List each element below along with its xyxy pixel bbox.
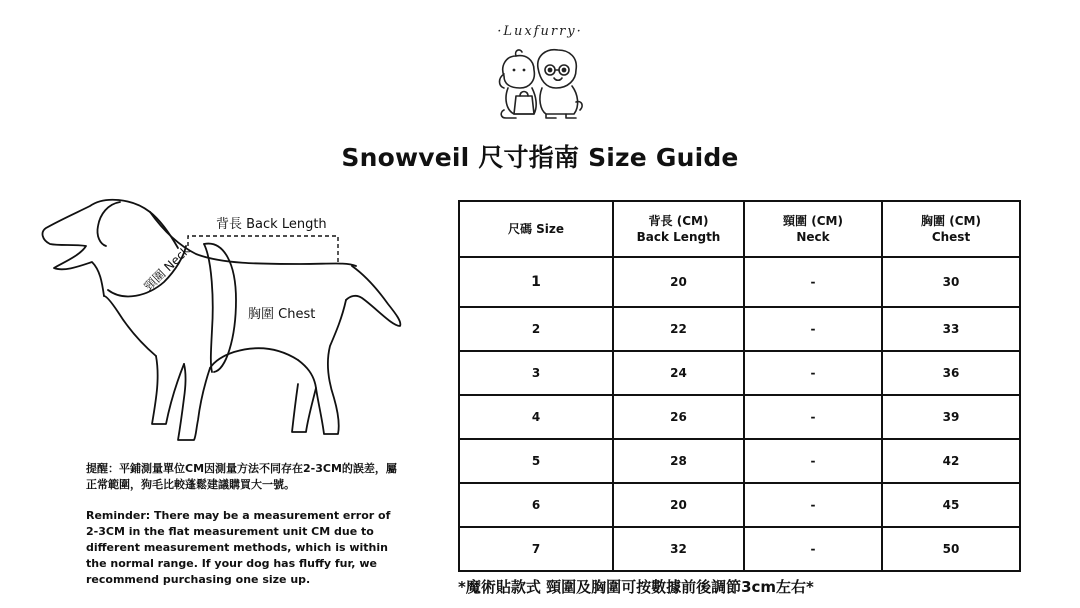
page-title: Snowveil 尺寸指南 Size Guide bbox=[341, 143, 739, 172]
chest-cell: 33 bbox=[882, 307, 1020, 351]
neck-cell: - bbox=[744, 439, 882, 483]
table-header-row bbox=[459, 201, 1020, 257]
chest-cell: 42 bbox=[882, 439, 1020, 483]
header-size bbox=[459, 201, 613, 257]
back-length-label: 背長 Back Length bbox=[216, 217, 327, 232]
table-row bbox=[459, 307, 1020, 351]
size-cell: 1 bbox=[459, 257, 613, 307]
header-neck-zh: 頸圍 (CM) bbox=[783, 214, 843, 228]
back-length-cell: 22 bbox=[613, 307, 744, 351]
header-size-label: 尺碼 Size bbox=[507, 222, 565, 236]
neck-cell: - bbox=[744, 351, 882, 395]
size-cell: 6 bbox=[459, 483, 613, 527]
back-length-cell: 20 bbox=[613, 257, 744, 307]
brand-logo bbox=[488, 24, 592, 120]
neck-cell: - bbox=[744, 483, 882, 527]
back-length-cell: 32 bbox=[613, 527, 744, 571]
table-row bbox=[459, 351, 1020, 395]
neck-cell: - bbox=[744, 395, 882, 439]
chest-label: 胸圍 Chest bbox=[248, 307, 316, 322]
back-length-cell: 24 bbox=[613, 351, 744, 395]
back-length-cell: 20 bbox=[613, 483, 744, 527]
back-length-cell: 28 bbox=[613, 439, 744, 483]
table-row bbox=[459, 483, 1020, 527]
chest-cell: 36 bbox=[882, 351, 1020, 395]
table-row bbox=[459, 395, 1020, 439]
header-back-length-en: Back Length bbox=[636, 230, 721, 244]
header-chest-zh: 胸圍 (CM) bbox=[921, 214, 981, 228]
size-cell: 2 bbox=[459, 307, 613, 351]
neck-cell: - bbox=[744, 307, 882, 351]
header-chest bbox=[882, 201, 1020, 257]
table-row bbox=[459, 257, 1020, 307]
table-row bbox=[459, 439, 1020, 483]
chest-cell: 30 bbox=[882, 257, 1020, 307]
size-cell: 3 bbox=[459, 351, 613, 395]
back-length-cell: 26 bbox=[613, 395, 744, 439]
header-neck bbox=[744, 201, 882, 257]
header-back-length-zh: 背長 (CM) bbox=[648, 214, 709, 228]
header-chest-en: Chest bbox=[931, 230, 971, 244]
chest-cell: 50 bbox=[882, 527, 1020, 571]
adjustment-footnote: *魔術貼款式 頸圍及胸圍可按數據前後調節3cm左右* bbox=[458, 578, 814, 596]
brand-name: ·Luxfurry· bbox=[497, 24, 583, 39]
size-cell: 7 bbox=[459, 527, 613, 571]
dogs-logo-icon bbox=[494, 40, 586, 122]
size-table bbox=[458, 200, 1021, 572]
neck-cell: - bbox=[744, 257, 882, 307]
chest-cell: 45 bbox=[882, 483, 1020, 527]
header-back-length bbox=[613, 201, 744, 257]
table-row bbox=[459, 527, 1020, 571]
reminder-chinese: 提醒：平鋪測量單位CM因測量方法不同存在2-3CM的誤差，屬正常範圍，狗毛比較蓬鬆建議購買大一號。 bbox=[86, 462, 397, 491]
neck-label: 頸圍 Neck bbox=[141, 243, 193, 294]
chest-cell: 39 bbox=[882, 395, 1020, 439]
header-neck-en: Neck bbox=[796, 230, 830, 244]
size-cell: 5 bbox=[459, 439, 613, 483]
neck-cell: - bbox=[744, 527, 882, 571]
size-cell: 4 bbox=[459, 395, 613, 439]
reminder-english: Reminder: There may be a measurement error of 2-3CM in the flat measurement unit CM due to different measurement methods, which is within the normal range. If your dog has fluffy fur, we recommend purchasing one size up. bbox=[86, 509, 391, 586]
